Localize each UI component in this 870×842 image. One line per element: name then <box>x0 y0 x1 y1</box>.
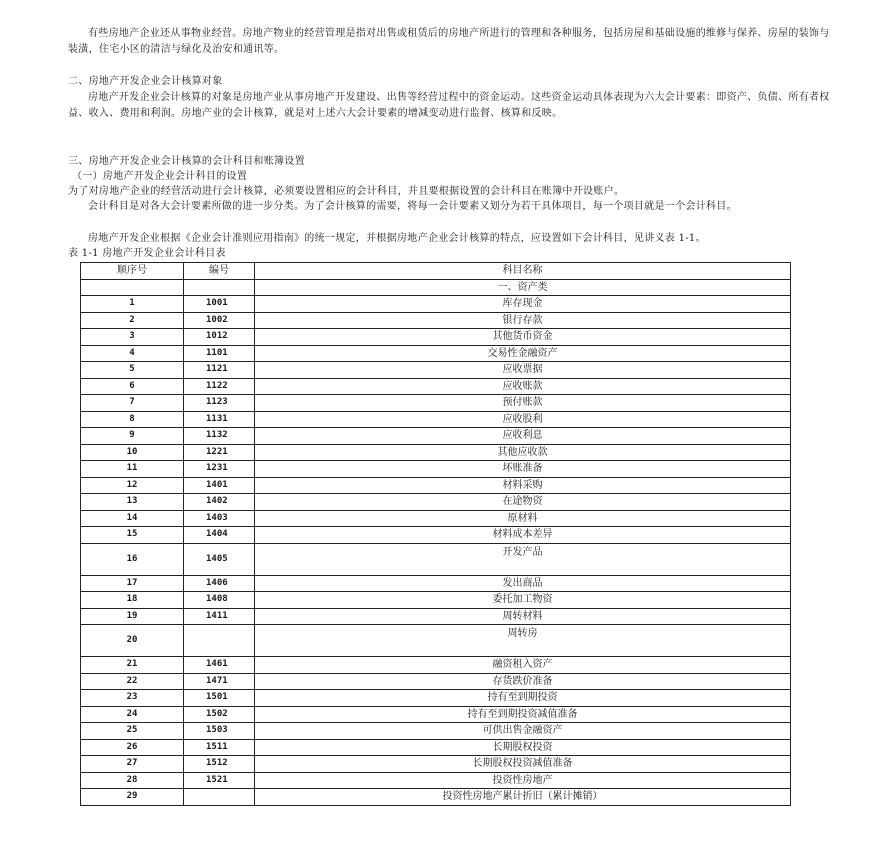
row-name: 投资性房地产累计折旧（累计摊销） <box>255 789 791 806</box>
row-name: 其他应收款 <box>255 444 791 461</box>
table-row <box>81 772 791 789</box>
table-row <box>81 312 791 329</box>
row-code: 1101 <box>184 345 255 362</box>
table-row <box>81 395 791 412</box>
row-seq: 14 <box>81 510 184 527</box>
heading-accounting-object: 二、房地产开发企业会计核算对象 <box>68 76 223 87</box>
row-seq: 26 <box>81 739 184 756</box>
row-name: 发出商品 <box>255 575 791 592</box>
row-seq: 24 <box>81 706 184 723</box>
row-name: 在途物资 <box>255 494 791 511</box>
header-code: 编号 <box>184 263 255 280</box>
row-seq: 2 <box>81 312 184 329</box>
row-name: 开发产品 <box>255 543 791 575</box>
row-code: 1405 <box>184 543 255 575</box>
row-code: 1461 <box>184 657 255 674</box>
row-code: 1503 <box>184 723 255 740</box>
row-seq: 18 <box>81 592 184 609</box>
row-seq: 10 <box>81 444 184 461</box>
row-name: 预付账款 <box>255 395 791 412</box>
table-row <box>81 608 791 625</box>
paragraph-accounting-object: 房地产开发企业会计核算的对象是房地产业从事房地产开发建设、出售等经营过程中的资金运动。这些资金运动具体表现为六大会计要素：即资产、负债、所有者权益、收入、费用和利润。房地产业的会计核算，就是对上述六大会计要素的增减变动进行监督、核算和反映。 <box>68 92 830 119</box>
table-row <box>81 362 791 379</box>
row-seq: 25 <box>81 723 184 740</box>
row-code: 1131 <box>184 411 255 428</box>
table-row <box>81 575 791 592</box>
paragraph-property-management: 有些房地产企业还从事物业经营。房地产物业的经营管理是指对出售或租赁后的房地产所进行的管理和各种服务，包括房屋和基础设施的维修与保养、房屋的装饰与装潢，住宅小区的清洁与绿化及治安和通讯等。 <box>68 28 830 55</box>
row-seq: 1 <box>81 296 184 313</box>
table-row <box>81 690 791 707</box>
table-header-row <box>81 263 791 280</box>
table-row <box>81 444 791 461</box>
row-name: 长期股权投资 <box>255 739 791 756</box>
row-code: 1132 <box>184 428 255 445</box>
row-seq: 6 <box>81 378 184 395</box>
row-seq: 3 <box>81 329 184 346</box>
row-code: 1402 <box>184 494 255 511</box>
table-row <box>81 625 791 657</box>
section-title: 一、资产类 <box>255 279 791 296</box>
row-name: 材料成本差异 <box>255 527 791 544</box>
table-row <box>81 723 791 740</box>
row-name: 持有至到期投资 <box>255 690 791 707</box>
table-row <box>81 428 791 445</box>
row-code: 1408 <box>184 592 255 609</box>
table-row <box>81 411 791 428</box>
table-row <box>81 543 791 575</box>
row-name: 可供出售金融资产 <box>255 723 791 740</box>
row-code: 1471 <box>184 673 255 690</box>
table-row <box>81 756 791 773</box>
table-row <box>81 510 791 527</box>
row-seq: 19 <box>81 608 184 625</box>
section-row-assets <box>81 279 791 296</box>
row-name: 交易性金融资产 <box>255 345 791 362</box>
row-code: 1411 <box>184 608 255 625</box>
row-seq: 16 <box>81 543 184 575</box>
row-code: 1123 <box>184 395 255 412</box>
row-seq: 20 <box>81 625 184 657</box>
row-code: 1501 <box>184 690 255 707</box>
row-name: 其他货币资金 <box>255 329 791 346</box>
row-seq: 29 <box>81 789 184 806</box>
row-code: 1121 <box>184 362 255 379</box>
row-code: 1122 <box>184 378 255 395</box>
header-seq: 顺序号 <box>81 263 184 280</box>
row-seq: 28 <box>81 772 184 789</box>
row-name: 委托加工物资 <box>255 592 791 609</box>
paragraph-subject-list-intro: 房地产开发企业根据《企业会计准则应用指南》的统一规定，并根据房地产企业会计核算的特点，应设置如下会计科目，见讲义表 1-1。 <box>88 233 706 244</box>
row-seq: 5 <box>81 362 184 379</box>
row-name: 应收账款 <box>255 378 791 395</box>
row-name: 应收票据 <box>255 362 791 379</box>
row-seq: 4 <box>81 345 184 362</box>
heading-subjects-and-books: 三、房地产开发企业会计核算的会计科目和账簿设置 <box>68 156 305 167</box>
table-row <box>81 494 791 511</box>
row-name: 原材料 <box>255 510 791 527</box>
table-caption: 表 1-1 房地产开发企业会计科目表 <box>68 248 226 259</box>
row-name: 投资性房地产 <box>255 772 791 789</box>
row-name: 坏账准备 <box>255 461 791 478</box>
row-code <box>184 789 255 806</box>
row-code: 1521 <box>184 772 255 789</box>
row-seq: 27 <box>81 756 184 773</box>
paragraph-subject-purpose: 为了对房地产企业的经营活动进行会计核算，必须要设置相应的会计科目，并且要根据设置的会计科目在账簿中开设账户。 <box>68 186 625 197</box>
row-seq: 22 <box>81 673 184 690</box>
row-code: 1502 <box>184 706 255 723</box>
row-code: 1404 <box>184 527 255 544</box>
row-code: 1001 <box>184 296 255 313</box>
row-code: 1511 <box>184 739 255 756</box>
table-row <box>81 378 791 395</box>
row-seq: 12 <box>81 477 184 494</box>
row-name: 银行存款 <box>255 312 791 329</box>
row-seq: 17 <box>81 575 184 592</box>
table-row <box>81 706 791 723</box>
table-row <box>81 477 791 494</box>
row-code: 1512 <box>184 756 255 773</box>
row-name: 存货跌价准备 <box>255 673 791 690</box>
row-seq: 11 <box>81 461 184 478</box>
row-code: 1002 <box>184 312 255 329</box>
header-name: 科目名称 <box>255 263 791 280</box>
row-seq: 7 <box>81 395 184 412</box>
account-subjects-table <box>80 262 791 806</box>
paragraph-subject-definition: 会计科目是对各大会计要素所做的进一步分类。为了会计核算的需要，将每一会计要素又划分为若干具体项目，每一个项目就是一个会计科目。 <box>88 201 737 212</box>
row-name: 库存现金 <box>255 296 791 313</box>
row-seq: 9 <box>81 428 184 445</box>
row-name: 融资租入资产 <box>255 657 791 674</box>
row-seq: 13 <box>81 494 184 511</box>
row-code: 1012 <box>184 329 255 346</box>
row-name: 长期股权投资减值准备 <box>255 756 791 773</box>
row-name: 应收利息 <box>255 428 791 445</box>
row-name: 材料采购 <box>255 477 791 494</box>
table-row <box>81 657 791 674</box>
row-seq: 8 <box>81 411 184 428</box>
row-code: 1403 <box>184 510 255 527</box>
row-code: 1221 <box>184 444 255 461</box>
row-name: 周转材料 <box>255 608 791 625</box>
row-code <box>184 625 255 657</box>
row-seq: 21 <box>81 657 184 674</box>
row-seq: 15 <box>81 527 184 544</box>
table-row <box>81 345 791 362</box>
subheading-subject-setup: （一）房地产开发企业会计科目的设置 <box>72 171 248 182</box>
row-code: 1401 <box>184 477 255 494</box>
table-row <box>81 673 791 690</box>
table-row <box>81 592 791 609</box>
row-name: 应收股利 <box>255 411 791 428</box>
table-row <box>81 739 791 756</box>
row-seq: 23 <box>81 690 184 707</box>
row-code: 1231 <box>184 461 255 478</box>
table-row <box>81 296 791 313</box>
table-row <box>81 789 791 806</box>
table-row <box>81 527 791 544</box>
table-row <box>81 461 791 478</box>
table-row <box>81 329 791 346</box>
row-code: 1406 <box>184 575 255 592</box>
row-name: 持有至到期投资减值准备 <box>255 706 791 723</box>
row-name: 周转房 <box>255 625 791 657</box>
